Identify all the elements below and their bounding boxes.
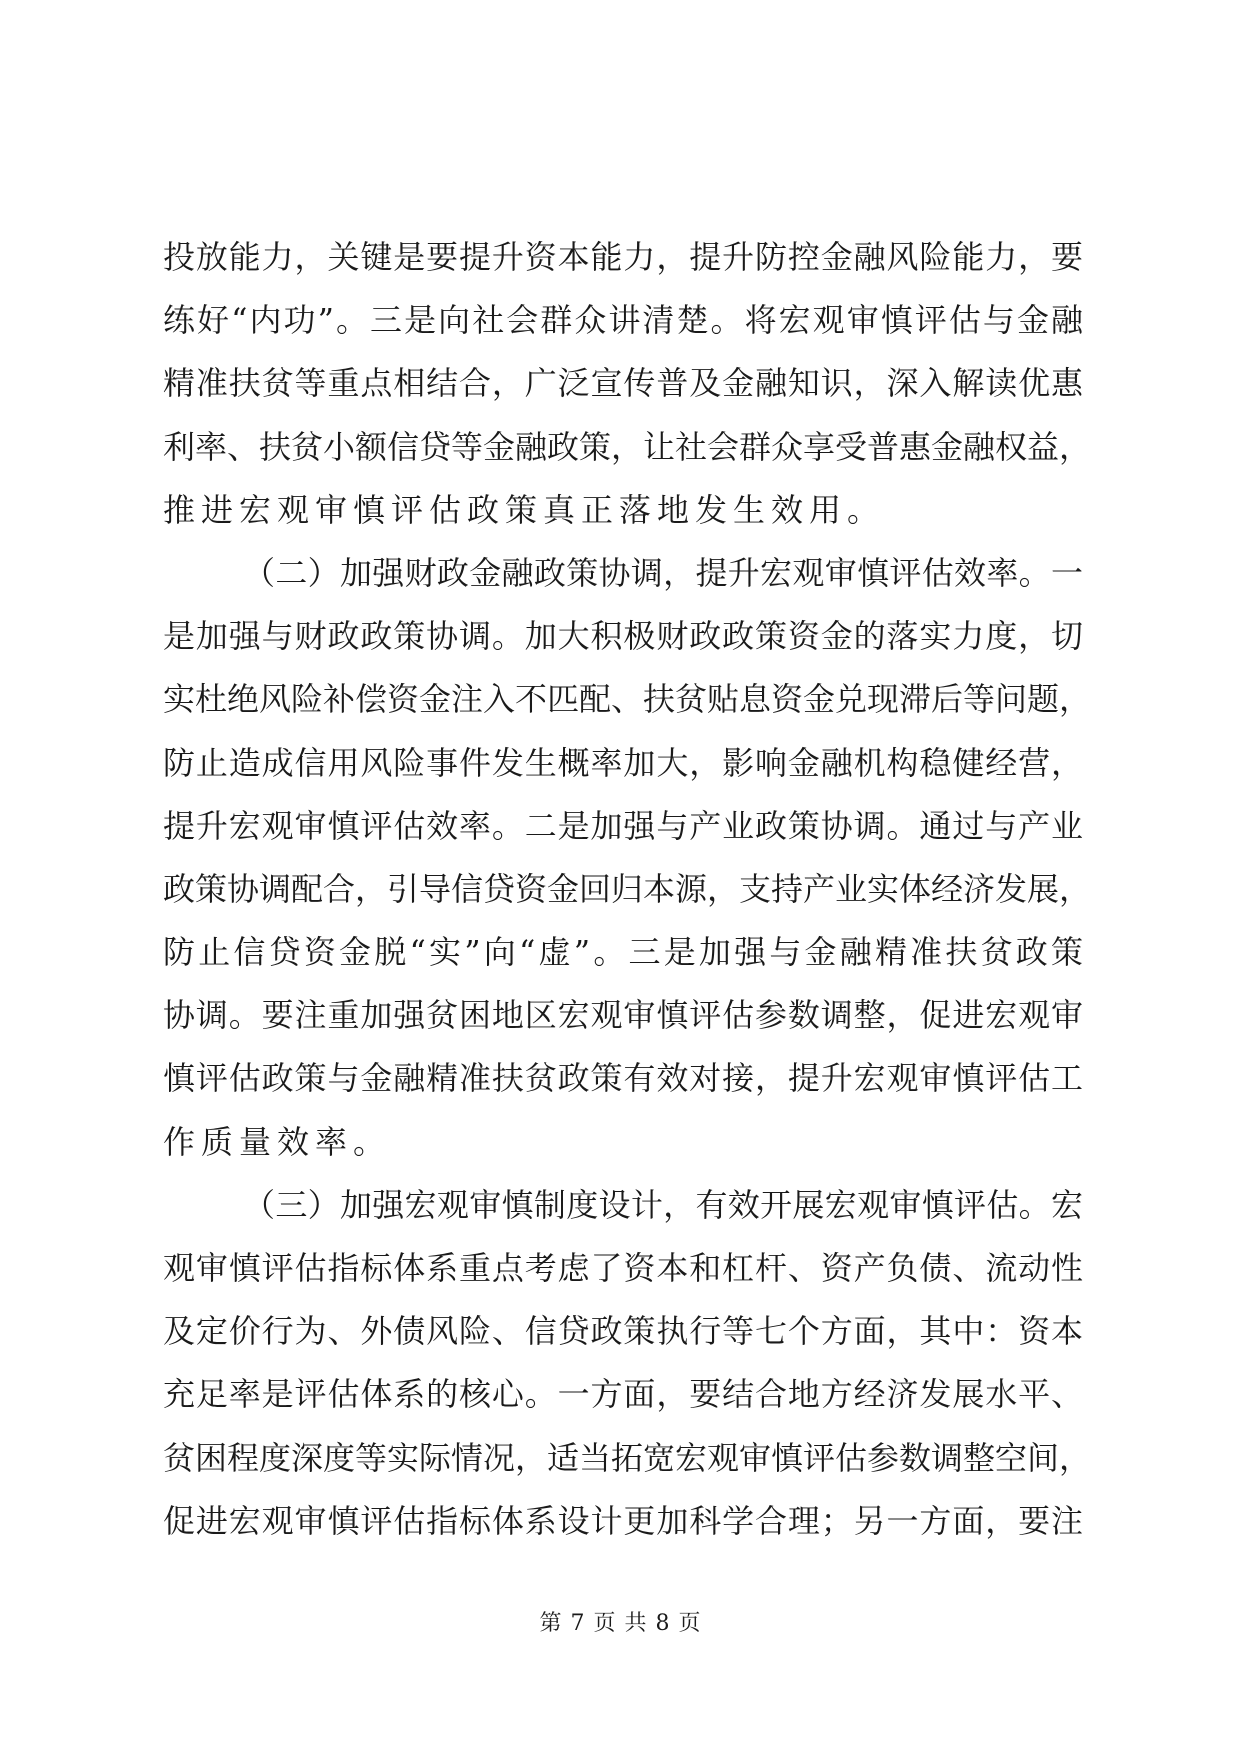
text-line: 练好“内功”。三是向社会群众讲清楚。将宏观审慎评估与金融 [163,301,1083,340]
text-line: 防止信贷资金脱“实”向“虚”。三是加强与金融精准扶贫政策 [163,933,1083,972]
page-footer: 第 7 页 共 8 页 [539,1611,702,1636]
text-line: 作质量效率。 [163,1122,392,1161]
text-line: 精准扶贫等重点相结合，广泛宣传普及金融知识，深入解读优惠 [163,364,1083,403]
text-line: 投放能力，关键是要提升资本能力，提升防控金融风险能力，要 [163,238,1083,276]
text-line: 是加强与财政政策协调。加大积极财政政策资金的落实力度，切 [163,617,1083,656]
text-line: 充足率是评估体系的核心。一方面，要结合地方经济发展水平、 [163,1375,1083,1414]
text-line: 协调。要注重加强贫困地区宏观审慎评估参数调整，促进宏观审 [163,996,1083,1035]
text-line: 推进宏观审慎评估政策真正落地发生效用。 [163,490,886,529]
text-line: 慎评估政策与金融精准扶贫政策有效对接，提升宏观审慎评估工 [163,1059,1083,1098]
text-line: 实杜绝风险补偿资金注入不匹配、扶贫贴息资金兑现滞后等问题， [163,680,1092,719]
text-line: 政策协调配合，引导信贷资金回归本源，支持产业实体经济发展， [163,869,1092,908]
text-line: 利率、扶贫小额信贷等金融政策，让社会群众享受普惠金融权益， [163,427,1092,466]
text-line: 贫困程度深度等实际情况，适当拓宽宏观审慎评估参数调整空间， [163,1438,1092,1477]
body-text [163,226,1092,1553]
text-line: 观审慎评估指标体系重点考虑了资本和杠杆、资产负债、流动性 [163,1249,1083,1287]
text-line: （三）加强宏观审慎制度设计，有效开展宏观审慎评估。宏 [243,1185,1083,1224]
text-line: （二）加强财政金融政策协调，提升宏观审慎评估效率。一 [243,553,1083,592]
text-line: 促进宏观审慎评估指标体系设计更加科学合理；另一方面，要注 [163,1501,1083,1540]
text-line: 提升宏观审慎评估效率。二是加强与产业政策协调。通过与产业 [163,806,1083,845]
text-line: 防止造成信用风险事件发生概率加大，影响金融机构稳健经营， [163,743,1083,782]
text-line: 及定价行为、外债风险、信贷政策执行等七个方面，其中：资本 [163,1312,1083,1351]
